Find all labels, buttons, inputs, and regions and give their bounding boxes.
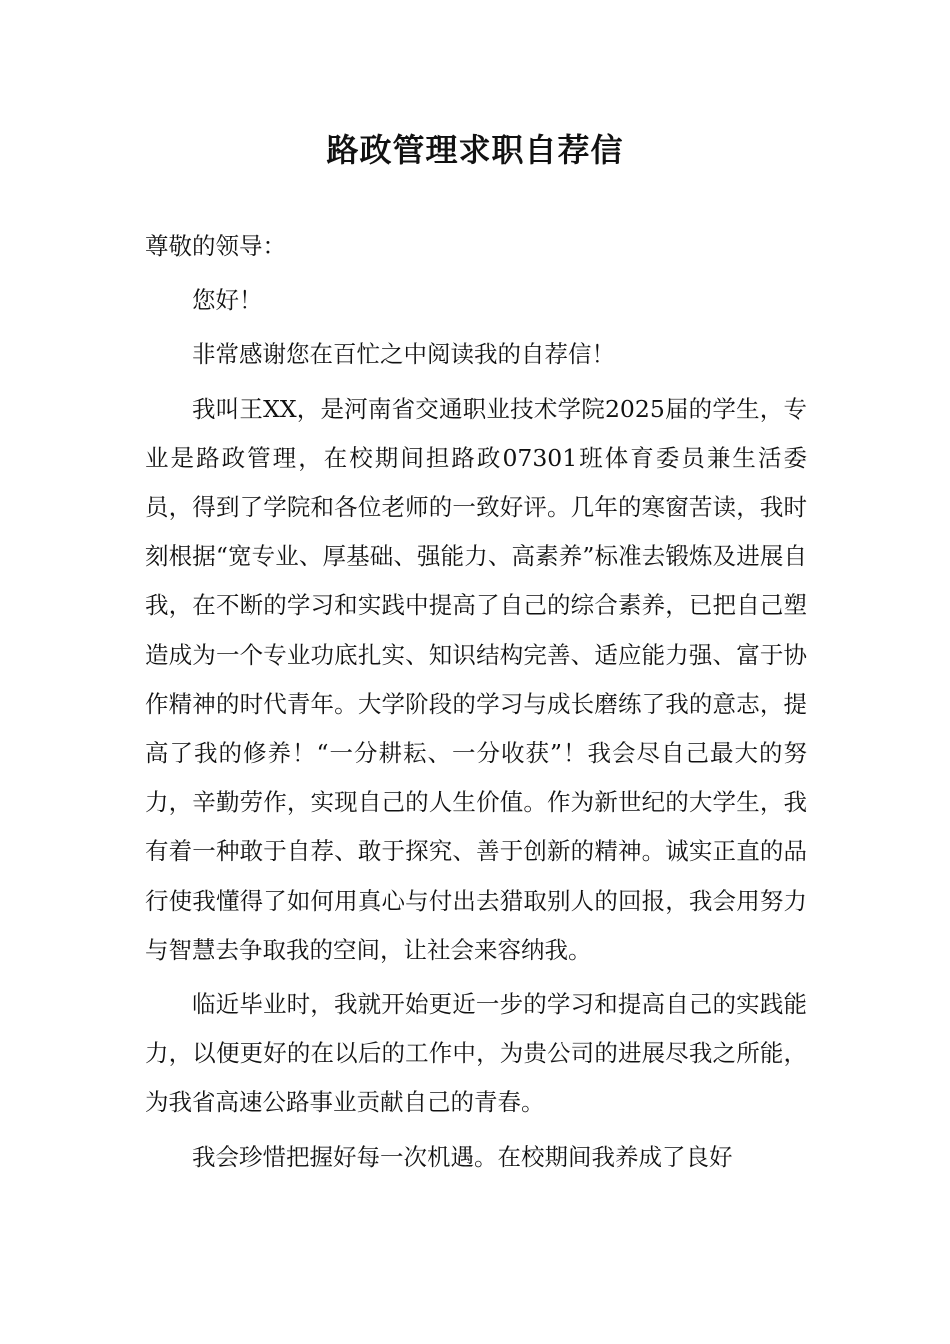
greeting: 您好！ bbox=[192, 286, 263, 315]
paragraph-4: 我会珍惜把握好每一次机遇。在校期间我养成了良好 bbox=[192, 1142, 733, 1171]
letter-body bbox=[145, 222, 807, 1182]
paragraph-3: 临近毕业时，我就开始更近一步的学习和提高自己的实践能力，以便更好的在以后的工作中，为贵公司的进展尽我之所能，为我省高速公路事业贡献自己的青春。 bbox=[145, 990, 807, 1117]
salutation: 尊敬的领导： bbox=[145, 232, 286, 260]
document-title: 路政管理求职自荐信 bbox=[326, 131, 624, 169]
paragraph-1: 非常感谢您在百忙之中阅读我的自荐信！ bbox=[192, 340, 615, 369]
paragraph-2: 我叫王XX，是河南省交通职业技术学院2025届的学生，专业是路政管理，在校期间担路政07301班体育委员兼生活委员，得到了学院和各位老师的一致好评。几年的寒窗苦读，我时刻根据“宽专业、厚基础、强能力、高素养”标准去锻炼及进展自我，在不断的学习和实践中提高了自己的综合素养，已把自己塑造成为一个专业功底扎实、知识结构完善、适应能力强、富于协作精神的时代青年。大学阶段的学习与成长磨练了我的意志，提高了我的修养！“一分耕耘、一分收获”！我会尽自己最大的努力，辛勤劳作，实现自己的人生价值。作为新世纪的大学生，我有着一种敢于自荐、敢于探究、善于创新的精神。诚实正直的品行使我懂得了如何用真心与付出去猎取别人的回报，我会用努力与智慧去争取我的空间，让社会来容纳我。 bbox=[145, 394, 807, 964]
